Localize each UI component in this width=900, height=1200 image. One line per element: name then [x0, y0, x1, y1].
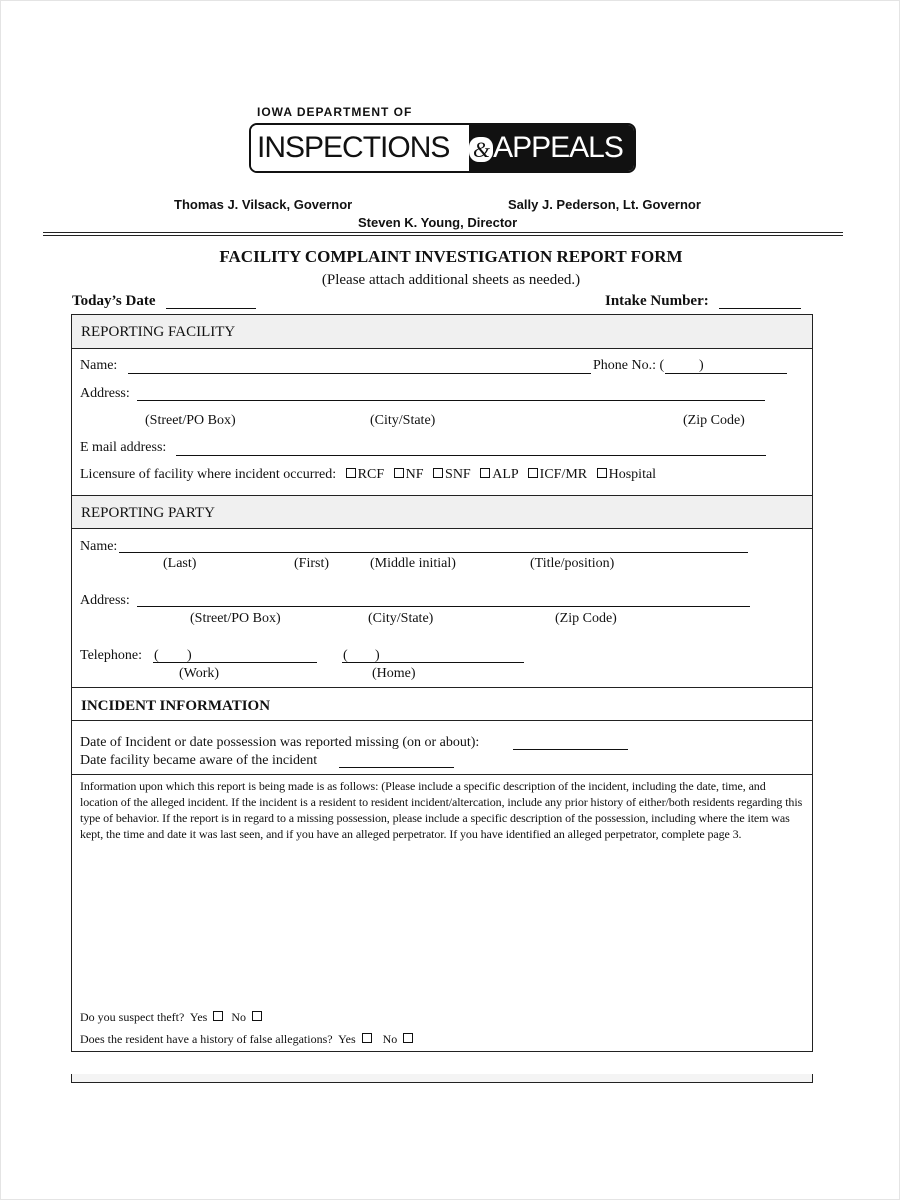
- licensure-alp[interactable]: ALP: [474, 467, 518, 482]
- party-address-field[interactable]: [137, 606, 750, 607]
- facility-phone-label: Phone No.: (: [593, 358, 665, 373]
- incident-date-field[interactable]: [513, 749, 628, 750]
- home-paren-open: (: [343, 648, 348, 663]
- theft-question-row: [80, 1009, 264, 1025]
- party-work-phone-field[interactable]: [153, 662, 317, 663]
- facility-header: REPORTING FACILITY: [81, 324, 236, 340]
- yes-label: Yes: [338, 1032, 356, 1046]
- party-telephone-label: Telephone:: [80, 648, 142, 663]
- party-first-caption: (First): [294, 556, 329, 571]
- facility-name-label: Name:: [80, 358, 118, 373]
- aware-date-label: Date facility became aware of the incident: [80, 753, 318, 768]
- party-street-caption: (Street/PO Box): [190, 611, 281, 626]
- lt-governor: Sally J. Pederson, Lt. Governor: [508, 197, 701, 212]
- licensure-icfmr[interactable]: ICF/MR: [522, 467, 587, 482]
- facility-name-field[interactable]: [128, 373, 591, 374]
- form-subtitle: (Please attach additional sheets as needed.): [321, 272, 581, 288]
- party-address-label: Address:: [80, 593, 130, 608]
- party-name-field[interactable]: [119, 552, 748, 553]
- party-zip-caption: (Zip Code): [555, 611, 617, 626]
- facility-phone-field[interactable]: [665, 373, 787, 374]
- licensure-row: [80, 467, 656, 483]
- logo-right: [469, 125, 634, 171]
- header-divider: [43, 232, 843, 236]
- party-title-caption: (Title/position): [530, 556, 615, 571]
- theft-question: Do you suspect theft?: [80, 1010, 185, 1024]
- form-title: FACILITY COMPLAINT INVESTIGATION REPORT FORM: [219, 247, 683, 266]
- facility-email-label: E mail address:: [80, 440, 167, 455]
- licensure-label: Licensure of facility where incident occurred:: [80, 467, 337, 482]
- aware-date-field[interactable]: [339, 767, 454, 768]
- false-allegations-question: Does the resident have a history of false allegations?: [80, 1032, 333, 1046]
- party-city-caption: (City/State): [368, 611, 434, 626]
- party-middle-caption: (Middle initial): [370, 556, 456, 571]
- party-last-caption: (Last): [163, 556, 197, 571]
- party-name-label: Name:: [80, 539, 118, 554]
- party-home-phone-field[interactable]: [342, 662, 524, 663]
- facility-address-label: Address:: [80, 386, 130, 401]
- theft-no-checkbox[interactable]: [252, 1011, 262, 1021]
- next-section-box: [71, 1074, 813, 1083]
- false-yes-checkbox[interactable]: [362, 1033, 372, 1043]
- licensure-nf[interactable]: NF: [388, 467, 424, 482]
- intake-number-field[interactable]: [719, 308, 801, 309]
- checkbox-icon[interactable]: [346, 468, 356, 478]
- todays-date-field[interactable]: [166, 308, 256, 309]
- incident-header: INCIDENT INFORMATION: [81, 698, 271, 714]
- work-paren-close: ): [187, 648, 192, 663]
- governor: Thomas J. Vilsack, Governor: [174, 197, 353, 212]
- incident-description-area[interactable]: [73, 861, 809, 1001]
- no-label: No: [231, 1010, 247, 1024]
- facility-address-field[interactable]: [137, 400, 765, 401]
- incident-date-label: Date of Incident or date possession was reported missing (on or about):: [80, 735, 480, 750]
- todays-date-label: Today’s Date: [72, 293, 156, 309]
- false-allegations-row: [80, 1031, 415, 1047]
- facility-phone-close: ): [699, 358, 704, 373]
- director: Steven K. Young, Director: [358, 215, 518, 230]
- divider: [71, 720, 813, 721]
- checkbox-icon[interactable]: [480, 468, 490, 478]
- work-paren-open: (: [154, 648, 159, 663]
- licensure-rcf[interactable]: RCF: [340, 467, 384, 482]
- checkbox-icon[interactable]: [597, 468, 607, 478]
- yes-label: Yes: [189, 1010, 208, 1024]
- intake-number-label: Intake Number:: [605, 293, 709, 309]
- licensure-snf[interactable]: SNF: [427, 467, 471, 482]
- checkbox-icon[interactable]: [394, 468, 404, 478]
- facility-email-field[interactable]: [176, 455, 766, 456]
- facility-zip-caption: (Zip Code): [683, 413, 745, 428]
- home-paren-close: ): [375, 648, 380, 663]
- logo-top-text: IOWA DEPARTMENT OF: [257, 105, 413, 119]
- work-caption: (Work): [179, 666, 220, 681]
- facility-city-caption: (City/State): [370, 413, 436, 428]
- facility-street-caption: (Street/PO Box): [145, 413, 236, 428]
- agency-logo: [249, 123, 636, 173]
- checkbox-icon[interactable]: [528, 468, 538, 478]
- checkbox-icon[interactable]: [433, 468, 443, 478]
- divider: [71, 687, 813, 688]
- divider: [71, 774, 813, 775]
- party-header: REPORTING PARTY: [81, 505, 215, 521]
- logo-left: INSPECTIONS: [251, 125, 469, 171]
- false-no-checkbox[interactable]: [403, 1033, 413, 1043]
- home-caption: (Home): [372, 666, 416, 681]
- theft-yes-checkbox[interactable]: [213, 1011, 223, 1021]
- licensure-hospital[interactable]: Hospital: [591, 467, 656, 482]
- no-label: No: [382, 1032, 398, 1046]
- logo-right-text: APPEALS: [493, 131, 623, 164]
- logo-amp: &: [469, 137, 493, 162]
- incident-instructions: Information upon which this report is being made is as follows: (Please include a specific description of the incident, including the date, time, and location of the alleged incident. If the incident is a resident to resident incident/altercation, include any prior history of either/both residents regarding this type of behavior. If the report is in regard to a missing possession, please include a specific description of the possession, including where the item was kept, the time and date it was last seen, and if you have an alleged perpetrator. If you have identified an alleged perpetrator, complete page 3.: [80, 779, 803, 841]
